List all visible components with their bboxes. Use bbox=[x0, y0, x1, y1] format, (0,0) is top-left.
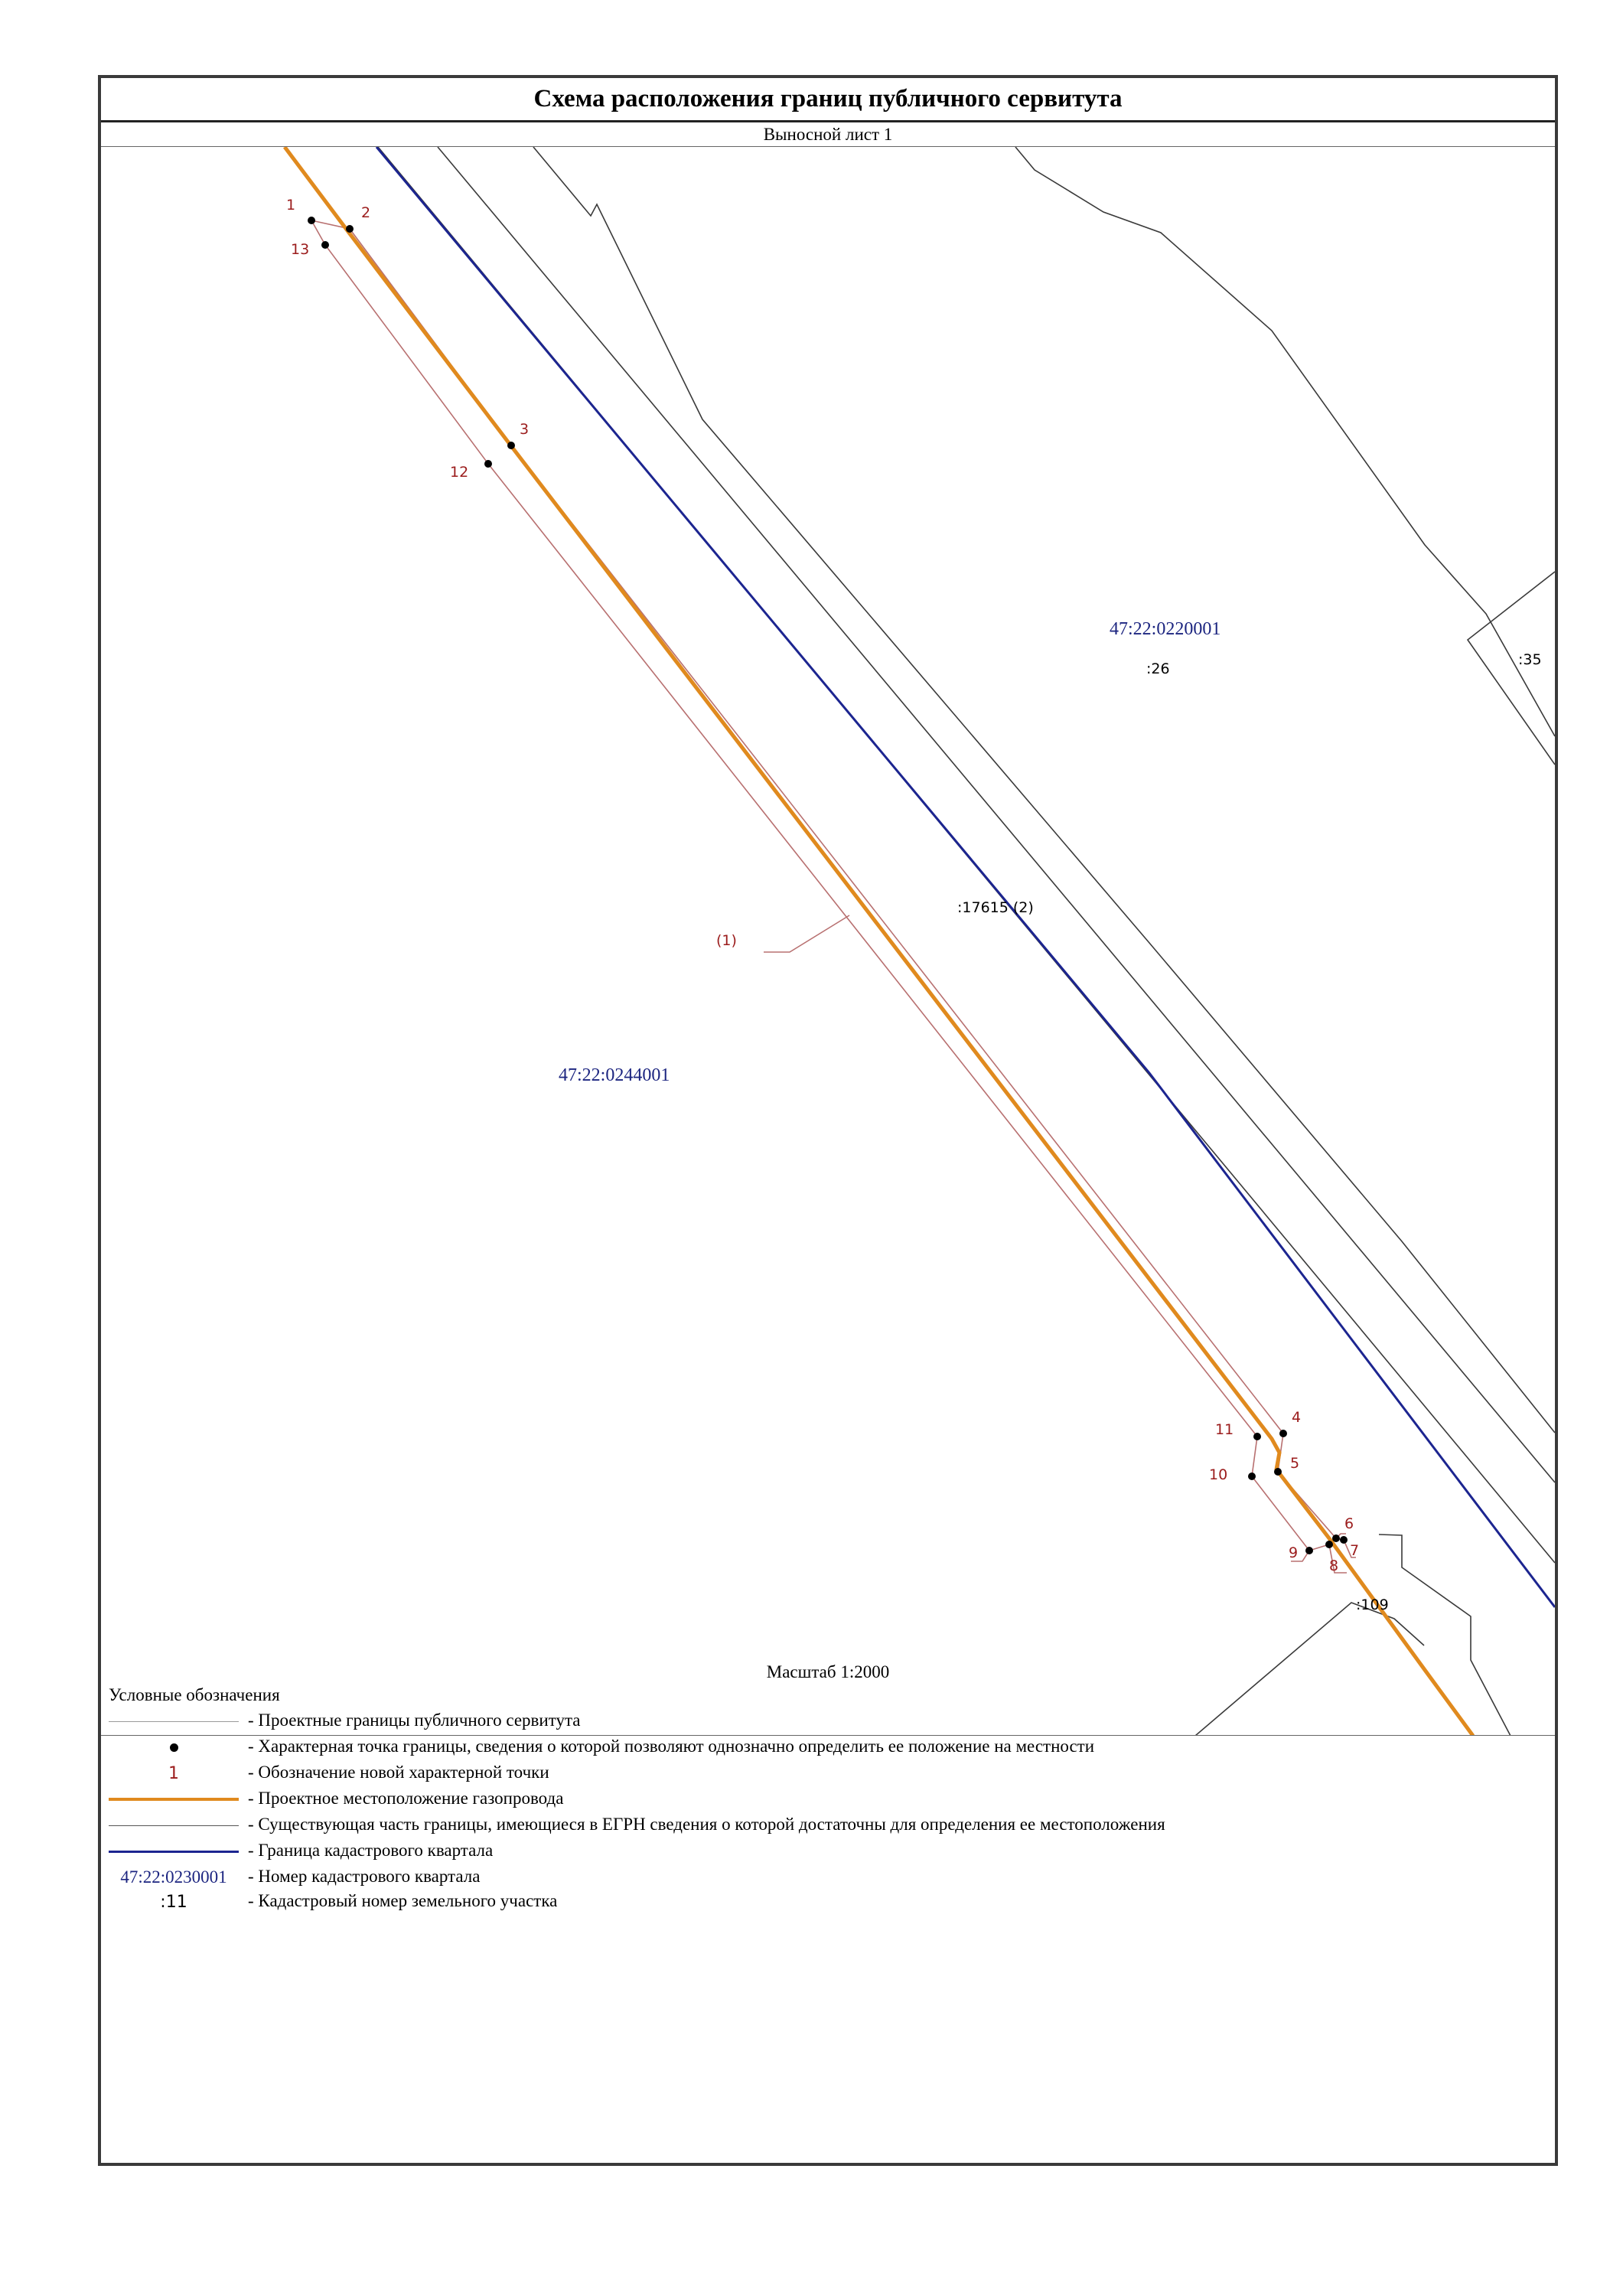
parcel-35-boundary bbox=[1468, 572, 1555, 765]
point-label-7: 7 bbox=[1350, 1542, 1360, 1559]
servitude-part-label: (1) bbox=[716, 932, 737, 949]
point-9-marker bbox=[1305, 1547, 1313, 1554]
legend-text-point: - Характерная точка границы, сведения о которой позволяют однозначно определить ее положение на местности bbox=[248, 1737, 1095, 1756]
legend-item-pipeline bbox=[101, 1786, 1555, 1812]
map-canvas bbox=[101, 147, 1555, 1736]
point-3-marker bbox=[507, 442, 515, 449]
point-1-marker bbox=[308, 217, 315, 224]
legend-symbol-pipeline bbox=[109, 1786, 239, 1812]
servitude-east-edge bbox=[311, 220, 1344, 1540]
part-label-leader bbox=[764, 915, 849, 952]
point-10-marker bbox=[1248, 1473, 1256, 1480]
legend-item-point bbox=[101, 1734, 1555, 1760]
parcel-label-17615: :17615 (2) bbox=[957, 899, 1034, 916]
point-11-marker bbox=[1253, 1433, 1261, 1440]
legend-item-new-point bbox=[101, 1760, 1555, 1786]
point-label-13: 13 bbox=[291, 241, 310, 258]
servitude-boundaries bbox=[311, 220, 1356, 1573]
scale-bar bbox=[101, 1659, 1555, 1685]
point-label-6: 6 bbox=[1344, 1515, 1354, 1532]
road-boundary-east bbox=[533, 147, 1555, 1433]
road-boundary-mid bbox=[438, 147, 1555, 1482]
subtitle-bar bbox=[101, 122, 1555, 147]
point-label-11: 11 bbox=[1215, 1421, 1234, 1438]
point-4-marker bbox=[1279, 1430, 1287, 1437]
legend-symbol-servitude bbox=[109, 1708, 239, 1734]
sheet-frame bbox=[98, 75, 1558, 2166]
map-area bbox=[101, 147, 1555, 1736]
thin-dark-line-icon bbox=[109, 1825, 239, 1826]
servitude-west-edge bbox=[311, 220, 1329, 1551]
legend-symbol-parcel-number bbox=[109, 1889, 239, 1915]
parcel-label-109: :109 bbox=[1356, 1596, 1389, 1613]
legend-item-existing bbox=[101, 1812, 1555, 1838]
point-label-12: 12 bbox=[450, 464, 469, 481]
point-label-1: 1 bbox=[286, 197, 296, 214]
point-label-5: 5 bbox=[1290, 1455, 1300, 1472]
point-label-8: 8 bbox=[1329, 1557, 1339, 1574]
legend-symbol-existing bbox=[109, 1812, 239, 1838]
parcel-label-35: :35 bbox=[1518, 651, 1542, 668]
title-bar bbox=[101, 78, 1555, 122]
quarter-label-0220001: 47:22:0220001 bbox=[1110, 619, 1221, 639]
legend-symbol-quarter-boundary bbox=[109, 1838, 239, 1864]
gas-pipeline bbox=[285, 147, 1473, 1736]
legend-text-servitude: - Проектные границы публичного сервитута bbox=[248, 1711, 581, 1730]
legend-symbol-quarter-number bbox=[109, 1864, 239, 1890]
thin-gray-line-icon bbox=[109, 1721, 239, 1722]
new-point-number-sample: 1 bbox=[168, 1763, 179, 1783]
point-2-marker bbox=[346, 225, 354, 233]
legend-title: Условные обозначения bbox=[109, 1685, 280, 1704]
existing-boundaries bbox=[378, 147, 1555, 1736]
legend-text-new-point: - Обозначение новой характерной точки bbox=[248, 1763, 549, 1782]
blue-line-icon bbox=[109, 1851, 239, 1853]
legend-item-servitude bbox=[101, 1708, 1555, 1734]
point-label-9: 9 bbox=[1289, 1544, 1299, 1561]
legend-text-parcel-number: - Кадастровый номер земельного участка bbox=[248, 1891, 558, 1910]
legend-item-quarter-boundary bbox=[101, 1838, 1555, 1864]
point-12-marker bbox=[484, 460, 492, 468]
legend-item-quarter-number bbox=[101, 1864, 1555, 1890]
sheet-subtitle: Выносной лист 1 bbox=[763, 124, 893, 144]
orange-line-icon bbox=[109, 1798, 239, 1801]
legend-text-pipeline: - Проектное местоположение газопровода bbox=[248, 1789, 564, 1808]
point-8-marker bbox=[1325, 1541, 1333, 1548]
point-6-marker bbox=[1332, 1534, 1340, 1542]
legend-text-quarter-boundary: - Граница кадастрового квартала bbox=[248, 1841, 494, 1860]
point-label-2: 2 bbox=[361, 204, 371, 221]
legend-text-quarter-number: - Номер кадастрового квартала bbox=[248, 1867, 481, 1886]
legend-symbol-new-point bbox=[109, 1760, 239, 1786]
parcel-number-sample: :11 bbox=[160, 1892, 187, 1912]
scale-label: Масштаб 1:2000 bbox=[766, 1662, 890, 1681]
point-label-4: 4 bbox=[1292, 1409, 1302, 1426]
point-13-marker bbox=[321, 241, 329, 249]
legend-text-existing: - Существующая часть границы, имеющиеся в ЕГРН сведения о которой достаточны для определения ее местоположения bbox=[248, 1815, 1165, 1834]
legend-symbol-point bbox=[109, 1734, 239, 1760]
legend-item-parcel-number bbox=[101, 1889, 1555, 1915]
point-5-marker bbox=[1274, 1468, 1282, 1476]
quarter-boundary-line bbox=[376, 147, 1555, 1607]
point-label-3: 3 bbox=[520, 421, 530, 438]
page-title: Схема расположения границ публичного сервитута bbox=[533, 85, 1123, 113]
point-label-10: 10 bbox=[1209, 1466, 1228, 1483]
parcel-label-26: :26 bbox=[1146, 660, 1170, 677]
black-dot-icon bbox=[170, 1743, 178, 1752]
quarter-label-0244001: 47:22:0244001 bbox=[559, 1065, 670, 1085]
point-7-marker bbox=[1340, 1536, 1348, 1544]
quarter-number-sample: 47:22:0230001 bbox=[120, 1867, 227, 1887]
